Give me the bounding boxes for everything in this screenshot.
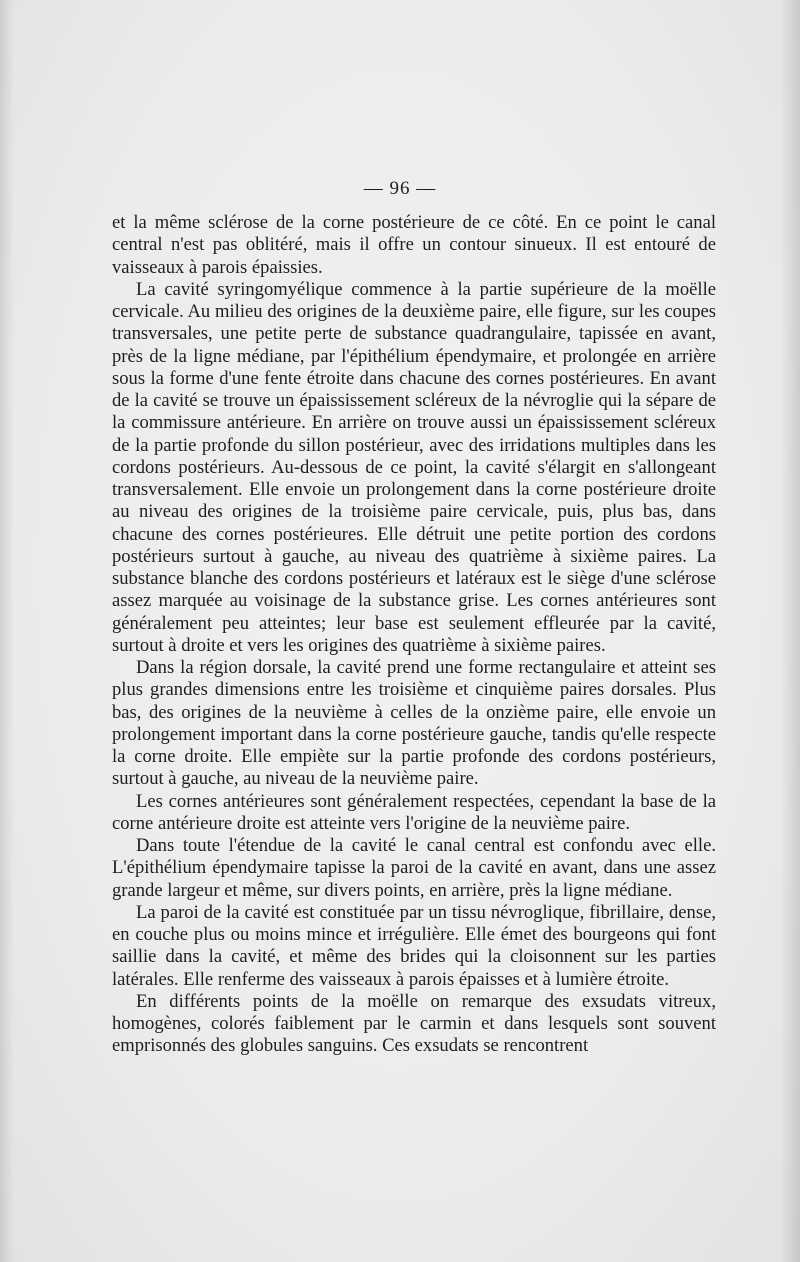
paragraph: Dans la région dorsale, la cavité prend une forme rectangulaire et atteint ses plus grandes dimensions entre les troisième et cinquième paires dorsales. Plus bas, des origines de la neuvième à celles de la onzième paire, elle envoie un prolongement important dans la corne postérieure gauche, tandis qu'elle respecte la corne droite. Elle empiète sur la partie profonde des cordons postérieurs, surtout à gauche, au niveau de la neuvième paire. bbox=[112, 657, 716, 790]
page-number: — 96 — bbox=[363, 178, 437, 199]
paragraph: et la même sclérose de la corne postérieure de ce côté. En ce point le canal central n'est pas oblitéré, mais il offre un contour sinueux. Il est entouré de vaisseaux à parois épaissies. bbox=[112, 212, 716, 278]
paragraph: La paroi de la cavité est constituée par un tissu névroglique, fibrillaire, dense, en couche plus ou moins mince et irrégulière. Elle émet des bourgeons qui font saillie dans la cavité, et même des brides qui la cloisonnent sur les parties latérales. Elle renferme des vaisseaux à parois épaisses et à lumière étroite. bbox=[112, 901, 716, 990]
paragraph: La cavité syringomyélique commence à la partie supérieure de la moëlle cervicale. Au milieu des origines de la deuxième paire, elle figure, sur les coupes transversales, une petite perte de substance quadrangulaire, tapissée en avant, près de la ligne médiane, par l'épithélium épendymaire, et prolongée en arrière sous la forme d'une fente étroite dans chacune des cornes postérieures. En avant de la cavité se trouve un épaississement scléreux de la névroglie qui la sépare de la commissure antérieure. En arrière on trouve aussi un épaississement scléreux de la partie profonde du sillon postérieur, avec des irridations multiples dans les cordons postérieurs. Au-dessous de ce point, la cavité s'élargit en s'allongeant transversalement. Elle envoie un prolongement dans la corne postérieure droite au niveau des origines de la troisième paire cervicale, puis, plus bas, dans chacune des cornes postérieures. Elle détruit une petite portion des cordons postérieurs surtout à gauche, au niveau des quatrième à sixième paires. La substance blanche des cordons postérieurs et latéraux est le siège d'une sclérose assez marquée au voisinage de la substance grise. Les cornes antérieures sont généralement peu atteintes; leur base est seulement effleurée par la cavité, surtout à droite et vers les origines des quatrième à sixième paires. bbox=[112, 278, 716, 656]
paragraph: Les cornes antérieures sont généralement respectées, cependant la base de la corne antérieure droite est atteinte vers l'origine de la neuvième paire. bbox=[112, 790, 716, 834]
paragraph: Dans toute l'étendue de la cavité le canal central est confondu avec elle. L'épithélium épendymaire tapisse la paroi de la cavité en avant, dans une assez grande largeur et même, sur divers points, en arrière, près la ligne médiane. bbox=[112, 835, 716, 901]
paragraph: En différents points de la moëlle on remarque des exsudats vitreux, homogènes, colorés faiblement par le carmin et dans lesquels sont souvent emprisonnés des globules sanguins. Ces exsudats se rencontrent bbox=[112, 990, 716, 1057]
body-text bbox=[112, 212, 716, 1058]
